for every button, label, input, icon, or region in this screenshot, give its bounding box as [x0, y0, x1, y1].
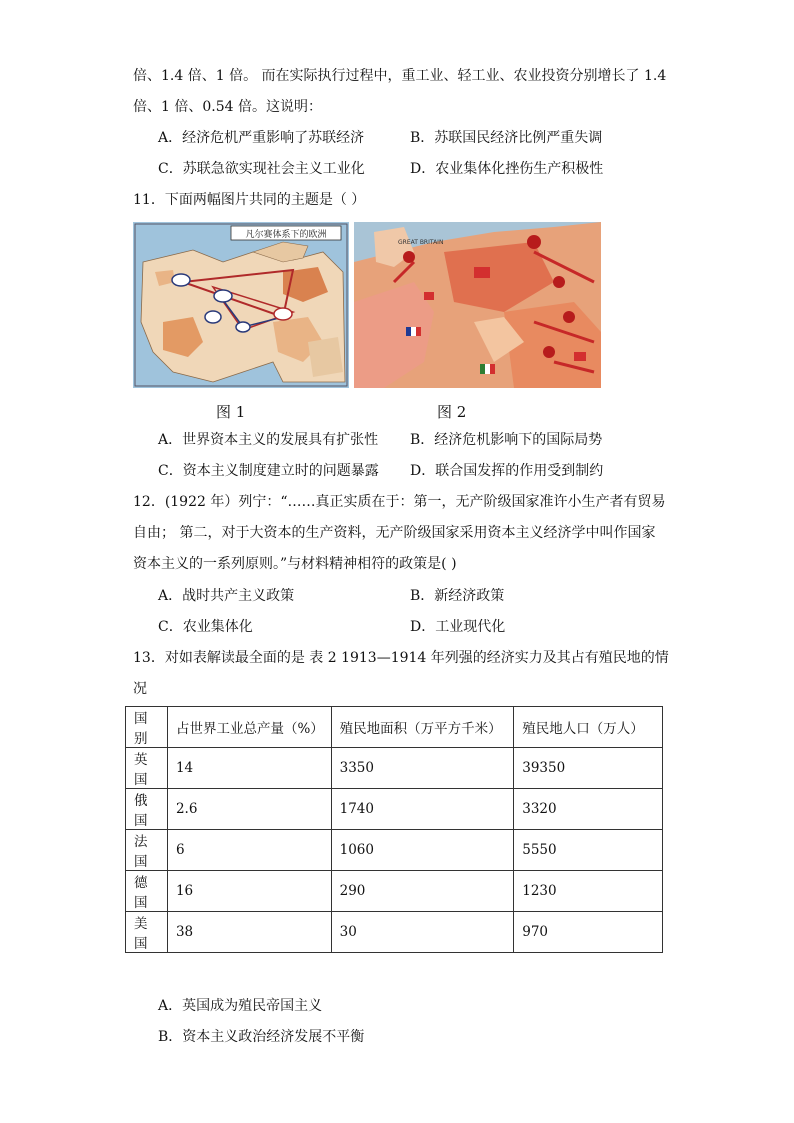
q10-line-2: 倍、1 倍、0.54 倍。这说明：: [133, 99, 322, 115]
figure-1-caption: 图 1: [216, 403, 246, 421]
table-cell: 1060: [331, 830, 514, 871]
table-cell: 1740: [331, 789, 514, 830]
table-cell: 16: [167, 871, 331, 912]
table-cell: 6: [167, 830, 331, 871]
table-cell: 14: [167, 748, 331, 789]
table-cell: 38: [167, 912, 331, 953]
q10-option-d: D．农业集体化挫伤生产积极性: [410, 161, 604, 177]
table-cell: 5550: [514, 830, 663, 871]
figure-1-map: [133, 222, 349, 388]
figure-2-label: GREAT BRITAIN: [398, 239, 444, 246]
table-row: [126, 830, 663, 871]
colonies-table: [125, 706, 663, 953]
table-header-row: [126, 707, 663, 748]
table-cell: 2.6: [167, 789, 331, 830]
table-cell: 970: [514, 912, 663, 953]
figure-1-svg: [133, 222, 349, 388]
q10-option-b: B．苏联国民经济比例严重失调: [410, 130, 603, 146]
q13-option-a: A．英国成为殖民帝国主义: [158, 998, 323, 1014]
q11-option-d: D．联合国发挥的作用受到制约: [410, 463, 604, 479]
table-cell: 俄国: [126, 789, 168, 830]
figure-1-title: 凡尔赛体系下的欧洲: [245, 230, 327, 240]
table-cell: 3350: [331, 748, 514, 789]
table-row: [126, 789, 663, 830]
q11-stem: 11．下面两幅图片共同的主题是（ ）: [133, 192, 366, 208]
table-row: [126, 748, 663, 789]
q12-line-1: 12．(1922 年）列宁：“……真正实质在于：第一，无产阶级国家准许小生产者有贸易: [133, 494, 666, 510]
figure-2-svg: [354, 222, 601, 388]
table-cell: 德国: [126, 871, 168, 912]
q11-option-c: C．资本主义制度建立时的问题暴露: [158, 463, 379, 479]
table-cell: 1230: [514, 871, 663, 912]
table-cell: 30: [331, 912, 514, 953]
table-header: 殖民地人口（万人）: [514, 707, 663, 748]
table-row: [126, 871, 663, 912]
q12-option-c: C．农业集体化: [158, 619, 253, 635]
q12-line-2: 自由； 第二，对于大资本的生产资料，无产阶级国家采用资本主义经济学中叫作国家: [133, 525, 656, 541]
table-header: 殖民地面积（万平方千米）: [331, 707, 514, 748]
table-cell: 3320: [514, 789, 663, 830]
q13-line-1: 13．对如表解读最全面的是 表 2 1913—1914 年列强的经济实力及其占有殖民地的情: [133, 650, 669, 666]
figure-2-caption: 图 2: [437, 403, 467, 421]
table-header: 占世界工业总产量（%）: [167, 707, 331, 748]
q10-line-1: 倍、1.4 倍、1 倍。 而在实际执行过程中，重工业、轻工业、农业投资分别增长了 1.4: [133, 68, 667, 84]
table-cell: 39350: [514, 748, 663, 789]
table-cell: 290: [331, 871, 514, 912]
q10-option-c: C．苏联急欲实现社会主义工业化: [158, 161, 365, 177]
q12-option-a: A．战时共产主义政策: [158, 588, 295, 604]
table-cell: 美国: [126, 912, 168, 953]
figure-2-map: [354, 222, 601, 388]
q11-option-a: A．世界资本主义的发展具有扩张性: [158, 432, 379, 448]
q13-option-b: B．资本主义政治经济发展不平衡: [158, 1029, 365, 1045]
table-cell: 法国: [126, 830, 168, 871]
q12-option-b: B．新经济政策: [410, 588, 505, 604]
q12-line-3: 资本主义的一系列原则。”与材料精神相符的政策是( ): [133, 556, 457, 572]
table-header: 国别: [126, 707, 168, 748]
q10-option-a: A．经济危机严重影响了苏联经济: [158, 130, 365, 146]
q13-line-2: 况: [133, 681, 147, 697]
table-row: [126, 912, 663, 953]
q12-option-d: D．工业现代化: [410, 619, 506, 635]
q11-option-b: B．经济危机影响下的国际局势: [410, 432, 603, 448]
table-cell: 英国: [126, 748, 168, 789]
